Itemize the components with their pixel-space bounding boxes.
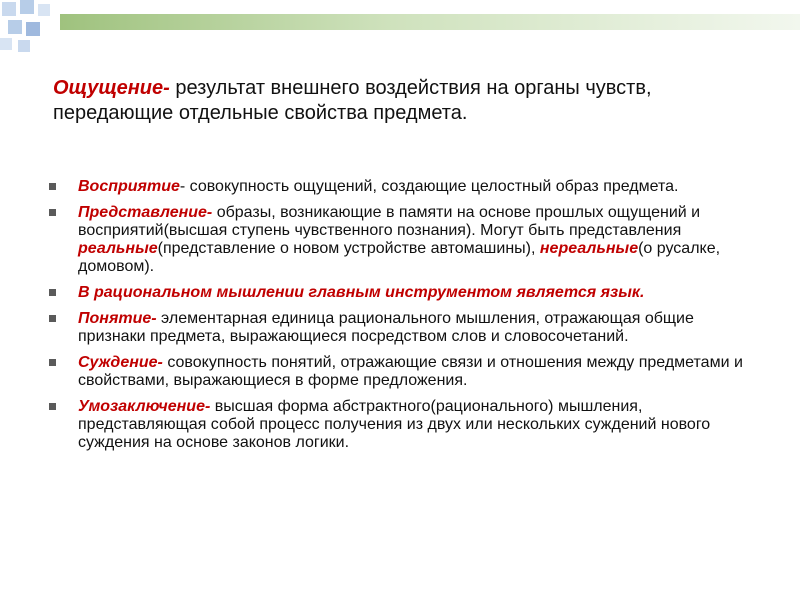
item-term: В рациональном мышлении главным инструментом является язык. [78,284,645,301]
list-item [48,310,748,346]
item-text: образы, возникающие в памяти на основе прошлых ощущений и восприятий(высшая ступень чувственного познания). Могут быть представления [78,204,701,239]
list-item [48,398,748,452]
list-item [48,204,748,276]
bullet-icon [49,209,56,216]
item-term: Понятие- [78,310,157,327]
list-item [48,354,748,390]
corner-square [38,4,50,16]
page-title [53,76,753,126]
item-text: (представление о новом устройстве автомашины), [157,240,540,257]
item-text: высшая форма абстрактного(рационального) мышления, представляющая собой процесс получения из двух или нескольких суждений нового суждения на основе законов логики. [78,398,711,451]
item-term: нереальные [539,240,639,257]
item-text: элементарная единица рационального мышления, отражающая общие признаки предмета, выражающиеся посредством слов и словосочетаний. [78,310,694,345]
list-item [48,284,748,302]
item-text: (о русалке, домовом). [78,240,721,275]
header-decoration [0,0,800,60]
corner-square [8,20,22,34]
item-text: совокупность понятий, отражающие связи и отношения между предметами и свойствами, выражающиеся в форме предложения. [78,354,743,389]
bullet-icon [49,359,56,366]
item-term: реальные [78,240,158,257]
list-item [48,178,748,196]
title-text: результат внешнего воздействия на органы чувств, передающие отдельные свойства предмета. [53,77,652,124]
header-band [60,14,800,30]
item-term: Представление- [78,204,213,221]
corner-square [20,0,34,14]
corner-square [0,38,12,50]
title-term: Ощущение- [53,77,170,99]
item-text: - совокупность ощущений, создающие целостный образ предмета. [179,178,679,195]
corner-square [18,40,30,52]
item-term: Восприятие [78,178,180,195]
corner-square [2,2,16,16]
bullet-icon [49,289,56,296]
bullet-icon [49,183,56,190]
corner-square [26,22,40,36]
item-term: Суждение- [78,354,163,371]
bullet-icon [49,403,56,410]
item-term: Умозаключение- [78,398,211,415]
bullet-icon [49,315,56,322]
bullet-list [48,178,748,460]
